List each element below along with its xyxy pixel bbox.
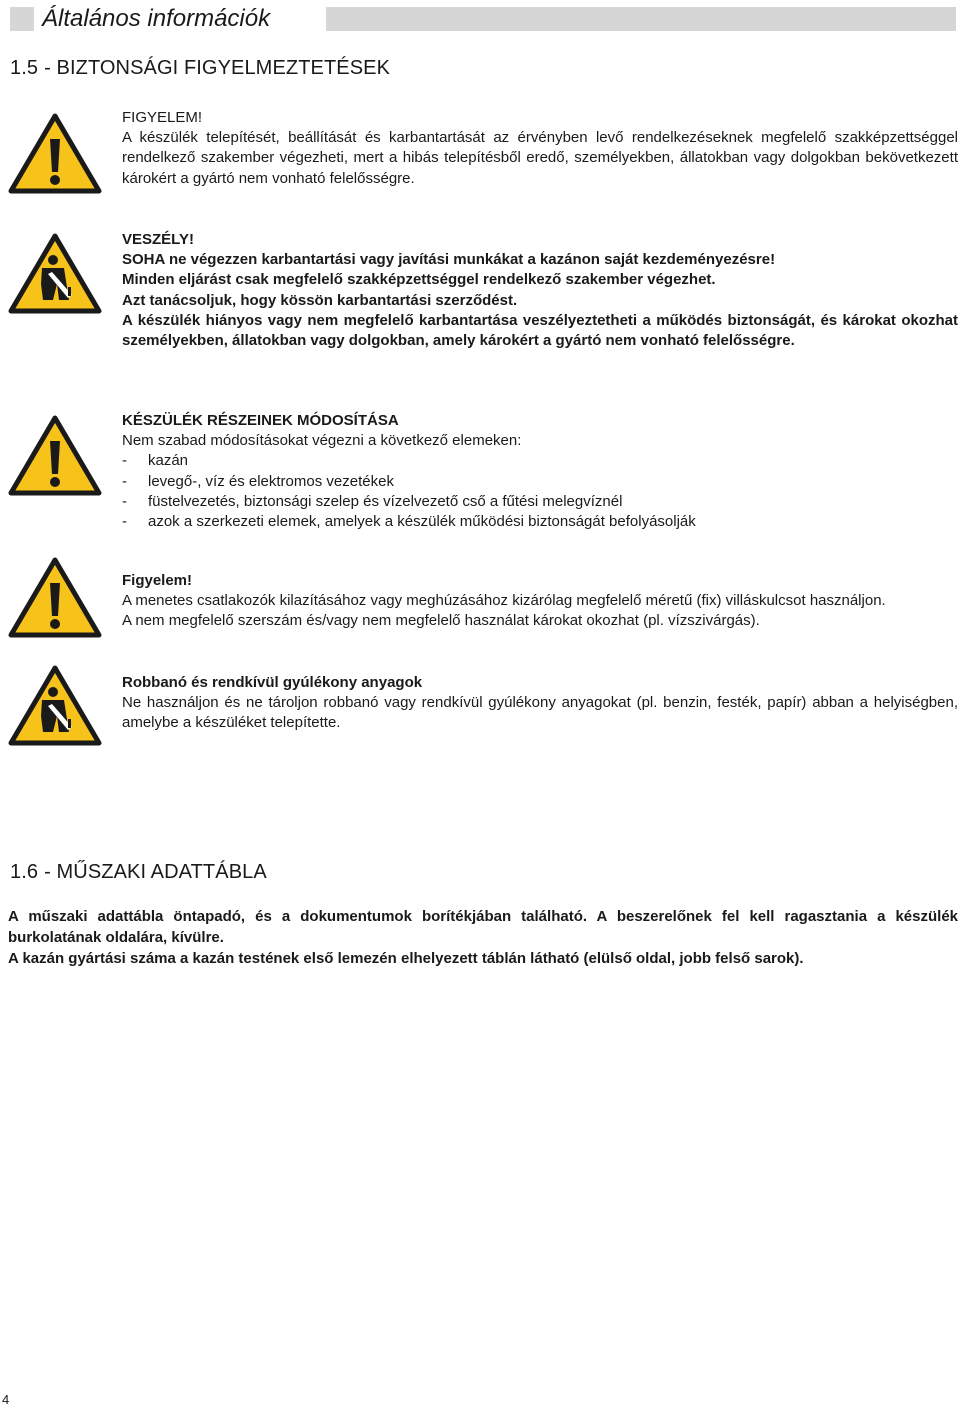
list-item-text: kazán xyxy=(148,452,189,470)
section-heading-safety xyxy=(10,56,390,80)
plate-paragraph-2: A kazán gyártási száma a kazán testének első lemezén elhelyezett táblán látható (elülső oldal, jobb felső sarok). xyxy=(8,950,804,967)
plate-paragraphs xyxy=(8,906,958,969)
modification-heading: KÉSZÜLÉK RÉSZEINEK MÓDOSÍTÁSA xyxy=(122,412,399,429)
page-number: 4 xyxy=(2,1392,10,1407)
section-title: BIZTONSÁGI FIGYELMEZTETÉSEK xyxy=(56,57,391,79)
list-item-text: füstelvezetés, biztonsági szelep és vízelvezető cső a fűtési melegvíznél xyxy=(148,492,623,510)
warning-exclamation-icon xyxy=(8,414,102,496)
list-dash: - xyxy=(122,492,127,510)
danger-heading: VESZÉLY! xyxy=(122,231,194,248)
list-item xyxy=(122,492,958,512)
danger-line-3: Azt tanácsoljuk, hogy kössön karbantartási szerződést. xyxy=(122,291,518,309)
warning-block-2 xyxy=(122,230,958,351)
warning-block-3 xyxy=(122,411,958,532)
danger-line-1: SOHA ne végezzen karbantartási vagy javítási munkákat a kazánon saját kezdeményezésre! xyxy=(122,251,776,269)
warning-exclamation-icon xyxy=(8,112,102,194)
warning-text: A készülék telepítését, beállítását és karbantartását az érvényben levő rendelkezéseknek megfelelő szakképzettséggel rendelkező szakember végezheti, mert a hibás telepítésből eredő, személyekben, állatokban vagy dolgokban bekövetkezett károkért a gyártó nem vonható felelősségre. xyxy=(122,129,958,187)
list-item xyxy=(122,512,958,532)
warning-heading: FIGYELEM! xyxy=(122,109,203,126)
page-header xyxy=(0,7,960,31)
list-item xyxy=(122,472,958,492)
warning-exclamation-icon xyxy=(8,556,102,638)
list-dash: - xyxy=(122,452,127,470)
warning-block-5 xyxy=(122,673,958,734)
warning-injury-icon xyxy=(8,664,102,746)
wrench-line-2: A nem megfelelő szerszám és/vagy nem megfelelő használat károkat okozhat (pl. vízszivárgás). xyxy=(122,612,760,630)
header-title: Általános információk xyxy=(42,5,271,32)
list-item-text: azok a szerkezeti elemek, amelyek a készülék működési biztonságát befolyásolják xyxy=(148,513,696,531)
list-dash: - xyxy=(122,513,127,531)
warning-block-1 xyxy=(122,108,958,189)
wrench-heading: Figyelem! xyxy=(122,572,193,589)
list-dash: - xyxy=(122,472,127,490)
danger-line-2: Minden eljárást csak megfelelő szakképzettséggel rendelkező szakember végezhet. xyxy=(122,271,716,289)
section-number: 1.6 xyxy=(10,861,39,883)
section-dash: - xyxy=(44,861,57,883)
section-title: MŰSZAKI ADATTÁBLA xyxy=(56,861,267,883)
explosive-heading: Robbanó és rendkívül gyúlékony anyagok xyxy=(122,674,423,691)
section-dash: - xyxy=(44,57,57,79)
header-rule xyxy=(326,7,956,31)
header-marker xyxy=(10,7,34,31)
section-number: 1.5 xyxy=(10,57,39,79)
warning-injury-icon xyxy=(8,232,102,314)
list-item-text: levegő-, víz és elektromos vezetékek xyxy=(148,472,394,490)
section-heading-plate xyxy=(10,860,267,884)
warning-block-4 xyxy=(122,571,958,632)
plate-paragraph-1: A műszaki adattábla öntapadó, és a dokumentumok borítékjában található. A beszerelőnek fel kell ragasztania a készülék burkolatának oldalára, kívülre. xyxy=(8,908,958,946)
danger-line-4: A készülék hiányos vagy nem megfelelő karbantartása veszélyeztetheti a működés biztonságát, és károkat okozhat személyekben, állatokban vagy dolgokban, amely károkért a gyártó nem vonható felelősségre. xyxy=(122,311,958,350)
modification-intro: Nem szabad módosításokat végezni a következő elemeken: xyxy=(122,432,522,450)
explosive-text: Ne használjon és ne tároljon robbanó vagy rendkívül gyúlékony anyagokat (pl. benzin, festék, papír) abban a helyiségben, amelybe a készüléket telepítette. xyxy=(122,694,958,732)
wrench-line-1: A menetes csatlakozók kilazításához vagy meghúzásához kizárólag megfelelő méretű (fix) villáskulcsot használjon. xyxy=(122,592,886,610)
list-item xyxy=(122,451,958,471)
